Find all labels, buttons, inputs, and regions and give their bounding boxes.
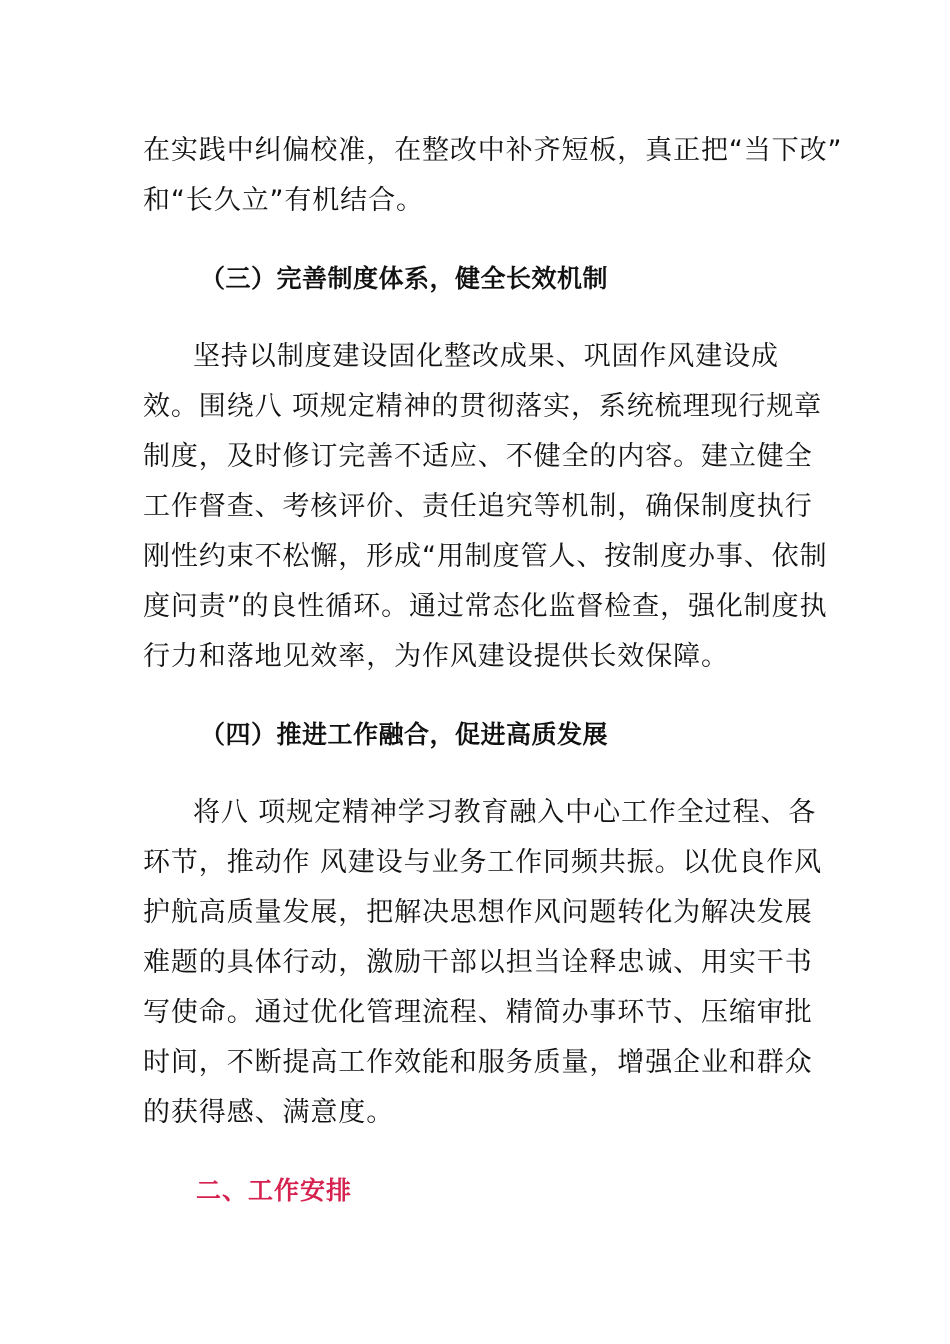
subsection-4-heading: （四）推进工作融合，促进高质发展 — [200, 720, 609, 749]
section-2-heading: 二、工作安排 — [196, 1176, 353, 1205]
subsection-3-line-5: 刚性约束不松懈，形成“用制度管人、按制度办事、依制 — [143, 541, 828, 572]
subsection-3-line-3: 制度，及时修订完善不适应、不健全的内容。建立健全 — [143, 441, 813, 472]
subsection-3-heading: （三）完善制度体系，健全长效机制 — [200, 264, 609, 293]
subsection-3-line-6: 度问责”的良性循环。通过常态化监督检查，强化制度执 — [143, 591, 828, 622]
subsection-4-line-6: 时间，不断提高工作效能和服务质量，增强企业和群众 — [143, 1047, 813, 1078]
subsection-4-line-3: 护航高质量发展，把解决思想作风问题转化为解决发展 — [143, 897, 813, 928]
intro-line-1: 在实践中纠偏校准，在整改中补齐短板，真正把“当下改” — [143, 135, 843, 166]
subsection-3-line-4: 工作督查、考核评价、责任追究等机制，确保制度执行 — [143, 491, 813, 522]
subsection-4-line-4: 难题的具体行动，激励干部以担当诠释忠诚、用实干书 — [143, 947, 813, 978]
subsection-3-line-1: 坚持以制度建设固化整改成果、巩固作风建设成 — [193, 341, 779, 372]
subsection-4-line-2: 环节，推动作 风建设与业务工作同频共振。以优良作风 — [143, 847, 823, 878]
intro-line-2: 和“长久立”有机结合。 — [143, 185, 424, 216]
subsection-3-line-7: 行力和落地见效率，为作风建设提供长效保障。 — [143, 641, 729, 672]
subsection-4-line-5: 写使命。通过优化管理流程、精简办事环节、压缩审批 — [143, 997, 813, 1028]
subsection-3-line-2: 效。围绕八 项规定精神的贯彻落实，系统梳理现行规章 — [143, 391, 823, 422]
subsection-4-line-7: 的获得感、满意度。 — [143, 1097, 395, 1128]
subsection-4-line-1: 将八 项规定精神学习教育融入中心工作全过程、各 — [193, 797, 817, 828]
